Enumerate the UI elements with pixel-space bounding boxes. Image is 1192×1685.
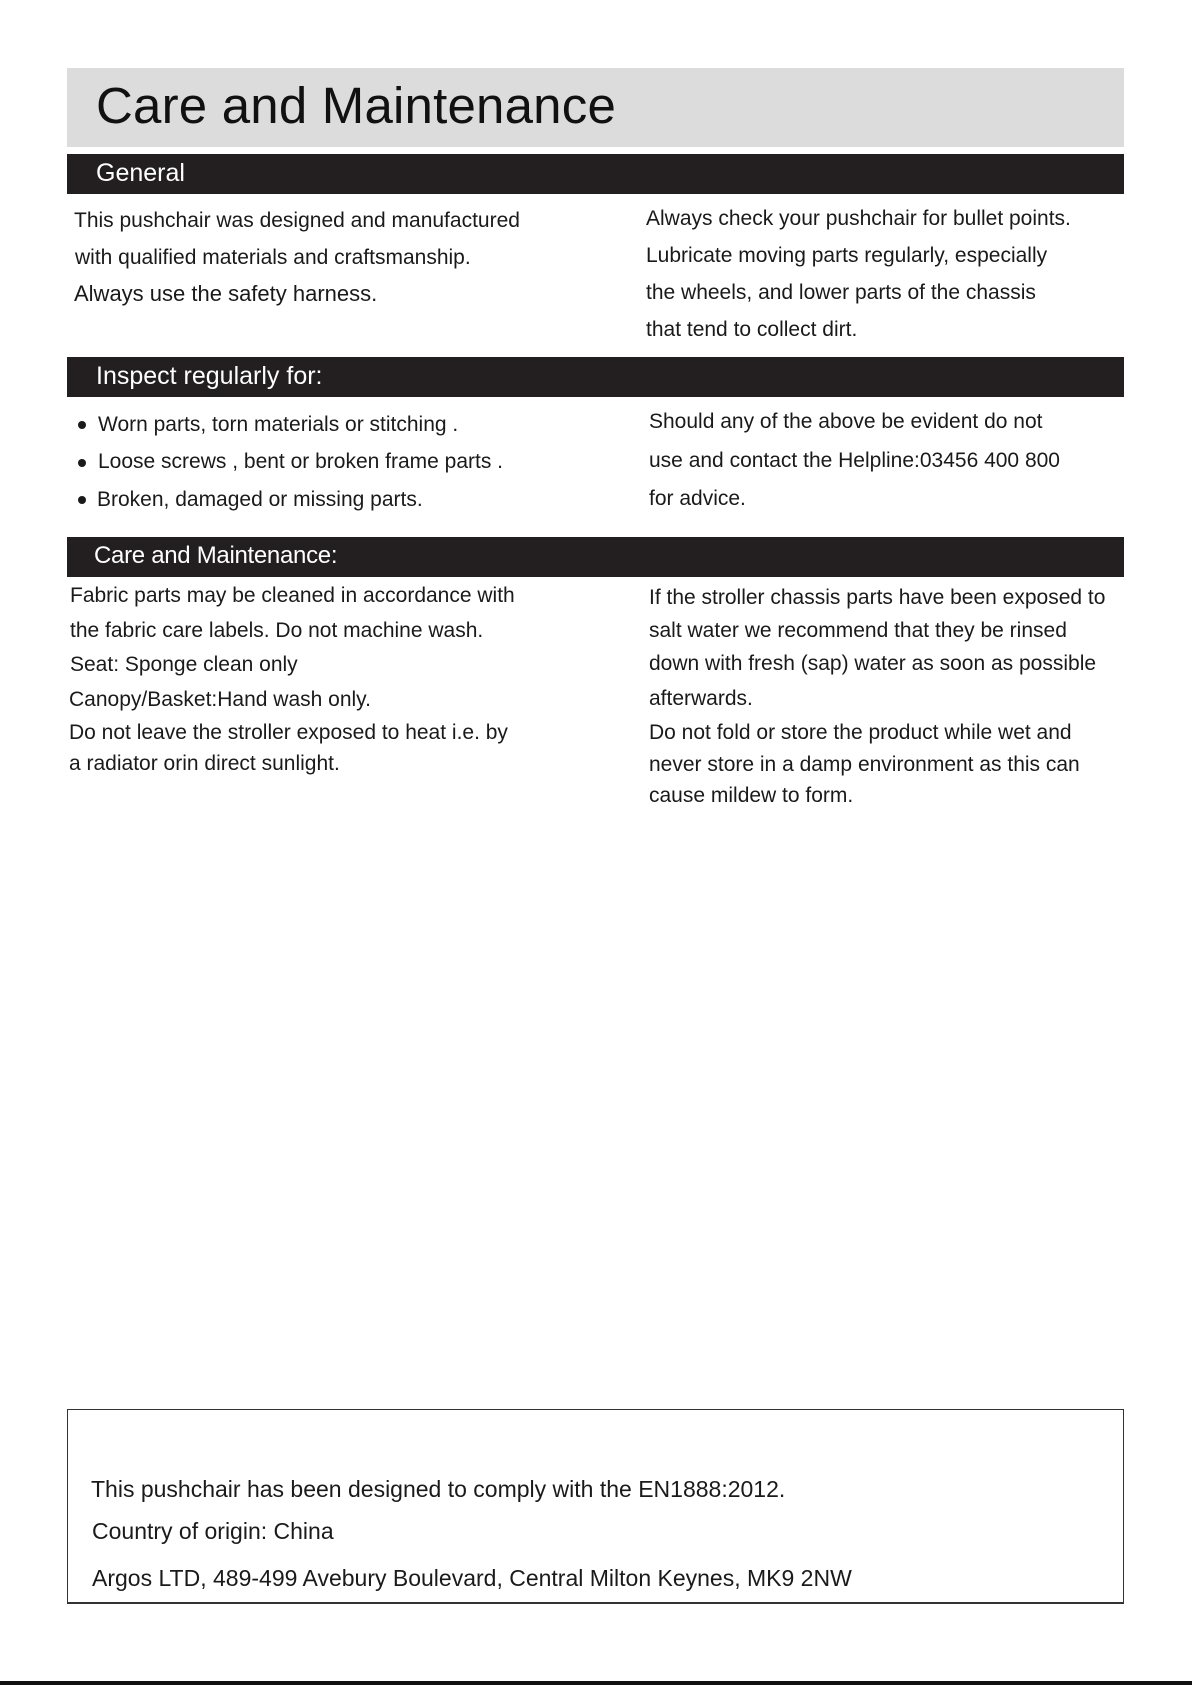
- care-left-line: Seat: Sponge clean only: [70, 653, 298, 676]
- bullet-dot-icon: [78, 496, 86, 504]
- bullet-dot-icon: [78, 421, 86, 429]
- section-heading-inspect: Inspect regularly for:: [96, 362, 323, 390]
- page-title: Care and Maintenance: [96, 77, 617, 134]
- care-right-line: afterwards.: [649, 687, 753, 710]
- inspect-right-line: Should any of the above be evident do not: [649, 410, 1043, 433]
- inspect-right-line: use and contact the Helpline:03456 400 800: [649, 449, 1060, 472]
- care-right-line: If the stroller chassis parts have been exposed to: [649, 586, 1106, 609]
- country-of-origin: Country of origin: China: [92, 1518, 334, 1544]
- care-left-line: Fabric parts may be cleaned in accordance with: [70, 584, 515, 607]
- bottom-rule: [0, 1681, 1192, 1685]
- care-left-line: Canopy/Basket:Hand wash only.: [69, 688, 371, 711]
- section-bar-care: [67, 537, 1124, 577]
- section-heading-general: General: [96, 159, 185, 187]
- care-right-line: never store in a damp environment as this can: [649, 753, 1080, 776]
- general-left-line: This pushchair was designed and manufactured: [74, 209, 520, 232]
- general-right-line: Lubricate moving parts regularly, especially: [646, 244, 1048, 267]
- section-heading-care: Care and Maintenance:: [94, 542, 338, 569]
- section-bar-general: [67, 154, 1124, 194]
- care-left-line: Do not leave the stroller exposed to heat i.e. by: [69, 721, 508, 744]
- inspect-right-line: for advice.: [649, 487, 746, 510]
- general-right-line: Always check your pushchair for bullet points.: [646, 207, 1071, 230]
- care-right-line: salt water we recommend that they be rinsed: [649, 619, 1067, 642]
- care-left-line: the fabric care labels. Do not machine wash.: [70, 619, 484, 642]
- inspect-bullet-item: Worn parts, torn materials or stitching .: [98, 413, 459, 436]
- care-right-line: cause mildew to form.: [649, 784, 854, 807]
- general-right-line: the wheels, and lower parts of the chassis: [646, 281, 1036, 304]
- inspect-bullet-item: Broken, damaged or missing parts.: [97, 488, 423, 511]
- title-band: [67, 68, 1124, 147]
- compliance-statement: This pushchair has been designed to comply with the EN1888:2012.: [91, 1476, 786, 1502]
- inspect-bullet-item: Loose screws , bent or broken frame parts .: [98, 450, 504, 473]
- general-left-line: Always use the safety harness.: [74, 281, 378, 306]
- section-bar-inspect: [67, 357, 1124, 397]
- care-right-line: down with fresh (sap) water as soon as possible: [649, 652, 1097, 675]
- care-left-line: a radiator orin direct sunlight.: [69, 752, 340, 775]
- manufacturer-address: Argos LTD, 489-499 Avebury Boulevard, Central Milton Keynes, MK9 2NW: [92, 1565, 852, 1591]
- general-left-line: with qualified materials and craftsmanship.: [75, 246, 471, 269]
- general-right-line: that tend to collect dirt.: [646, 318, 858, 341]
- bullet-dot-icon: [78, 459, 86, 467]
- care-right-line: Do not fold or store the product while wet and: [649, 721, 1072, 744]
